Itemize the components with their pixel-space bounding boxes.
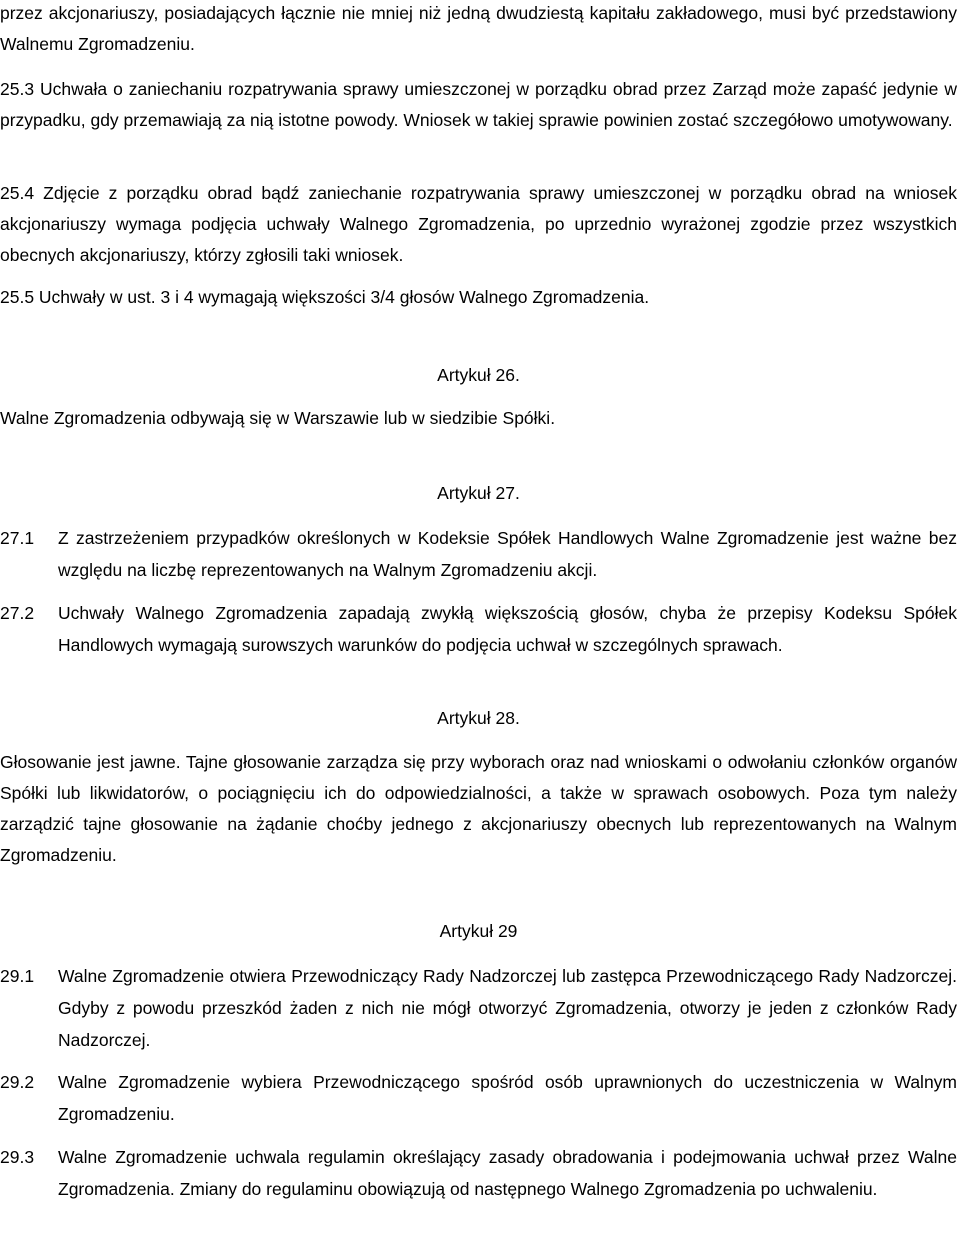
item-number: 29.2 xyxy=(0,1072,35,1092)
item-text: Z zastrzeżeniem przypadków określonych w Kodeksie Spółek Handlowych Walne Zgromadzenie jest ważne bez względu na liczbę reprezentowanych na Walnym Zgromadzeniu akcji. xyxy=(58,528,957,580)
item-number: 27.2 xyxy=(0,603,35,623)
paragraph-article-28: Głosowanie jest jawne. Tajne głosowanie zarządza się przy wyborach oraz nad wnioskami o odwołaniu członków organów Spółki lub likwidatorów, o pociągnięciu ich do odpowiedzialności, a także w sprawach osobowych. Poza tym należy zarządzić tajne głosowanie na żądanie choćby jednego z akcjonariuszy obecnych lub reprezentowanych na Walnym Zgromadzeniu. xyxy=(0,752,957,865)
heading-article-28: Artykuł 28. xyxy=(437,708,520,728)
item-text: Walne Zgromadzenie otwiera Przewodniczący Rady Nadzorczej lub zastępca Przewodniczącego Rady Nadzorczej. Gdyby z powodu przeszkód żaden z nich nie mógł otworzyć Zgromadzenia, otworzy je jeden z członków Rady Nadzorczej. xyxy=(58,966,957,1050)
heading-article-26: Artykuł 26. xyxy=(437,365,520,385)
paragraph-25-5: 25.5 Uchwały w ust. 3 i 4 wymagają większości 3/4 głosów Walnego Zgromadzenia. xyxy=(0,287,650,307)
list-item-27-1 xyxy=(0,522,957,586)
heading-article-27: Artykuł 27. xyxy=(437,483,520,503)
paragraph-25-4: 25.4 Zdjęcie z porządku obrad bądź zaniechanie rozpatrywania sprawy umieszczonej w porządku obrad na wniosek akcjonariuszy wymaga podjęcia uchwały Walnego Zgromadzenia, po uprzednio wyrażonej zgodzie przez wszystkich obecnych akcjonariuszy, którzy zgłosili taki wniosek. xyxy=(0,183,957,265)
item-number: 29.1 xyxy=(0,966,35,986)
item-text: Uchwały Walnego Zgromadzenia zapadają zwykłą większością głosów, chyba że przepisy Kodeksu Spółek Handlowych wymagają surowszych warunków do podjęcia uchwał w szczególnych sprawach. xyxy=(58,603,957,655)
paragraph-intro: przez akcjonariuszy, posiadających łącznie nie mniej niż jedną dwudziestą kapitału zakładowego, musi być przedstawiony Walnemu Zgromadzeniu. xyxy=(0,3,957,54)
item-number: 27.1 xyxy=(0,528,35,548)
item-text: Walne Zgromadzenie wybiera Przewodniczącego spośród osób uprawnionych do uczestniczenia w Walnym Zgromadzeniu. xyxy=(58,1072,957,1124)
list-item-29-2 xyxy=(0,1066,957,1130)
list-item-27-2 xyxy=(0,597,957,661)
heading-article-29: Artykuł 29 xyxy=(439,921,518,941)
paragraph-25-3: 25.3 Uchwała o zaniechaniu rozpatrywania sprawy umieszczonej w porządku obrad przez Zarząd może zapaść jedynie w przypadku, gdy przemawiają za nią istotne powody. Wniosek w takiej sprawie powinien zostać szczegółowo umotywowany. xyxy=(0,79,957,130)
list-item-29-1 xyxy=(0,960,957,1056)
item-text: Walne Zgromadzenie uchwala regulamin określający zasady obradowania i podejmowania uchwał przez Walne Zgromadzenia. Zmiany do regulaminu obowiązują od następnego Walnego Zgromadzenia po uchwaleniu. xyxy=(58,1147,957,1199)
item-number: 29.3 xyxy=(0,1147,35,1167)
paragraph-article-26: Walne Zgromadzenia odbywają się w Warszawie lub w siedzibie Spółki. xyxy=(0,408,556,428)
list-item-29-3 xyxy=(0,1141,957,1205)
